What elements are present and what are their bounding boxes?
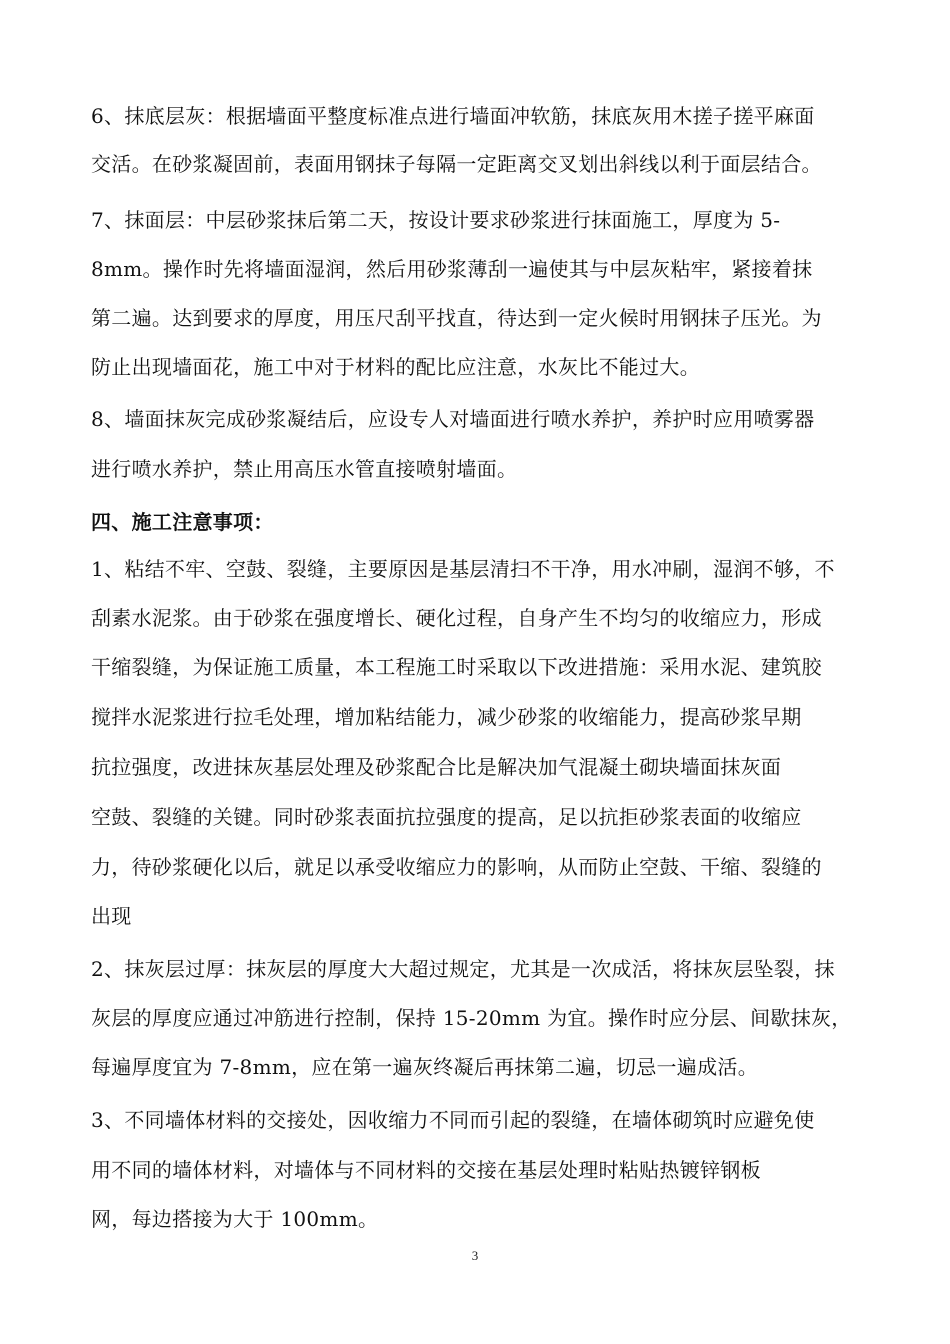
section-heading: 四、施工注意事项： bbox=[91, 510, 274, 534]
paragraph-6-line-1: 6、抹底层灰：根据墙面平整度标准点进行墙面冲软筋，抹底灰用木搓子搓平麻面 bbox=[91, 104, 815, 128]
item-3-line-1: 3、不同墙体材料的交接处，因收缩力不同而引起的裂缝，在墙体砌筑时应避免使 bbox=[91, 1108, 815, 1132]
paragraph-7-line-2: 8mm。操作时先将墙面湿润，然后用砂浆薄刮一遍使其与中层灰粘牢，紧接着抹 bbox=[91, 257, 813, 281]
paragraph-7-line-3: 第二遍。达到要求的厚度，用压尺刮平找直，待达到一定火候时用钢抹子压光。为 bbox=[91, 306, 822, 330]
item-1-line-1: 1、粘结不牢、空鼓、裂缝，主要原因是基层清扫不干净，用水冲刷，湿润不够，不 bbox=[91, 557, 835, 581]
item-1-line-3: 干缩裂缝，为保证施工质量，本工程施工时采取以下改进措施：采用水泥、建筑胶 bbox=[91, 655, 822, 679]
paragraph-7-line-4: 防止出现墙面花，施工中对于材料的配比应注意，水灰比不能过大。 bbox=[91, 355, 700, 379]
item-1-line-6: 空鼓、裂缝的关键。同时砂浆表面抗拉强度的提高，足以抗拒砂浆表面的收缩应 bbox=[91, 805, 802, 829]
paragraph-8-line-2: 进行喷水养护，禁止用高压水管直接喷射墙面。 bbox=[91, 457, 518, 481]
paragraph-7-line-1: 7、抹面层：中层砂浆抹后第二天，按设计要求砂浆进行抹面施工，厚度为 5- bbox=[91, 208, 781, 232]
item-1-line-4: 搅拌水泥浆进行拉毛处理，增加粘结能力，减少砂浆的收缩能力，提高砂浆早期 bbox=[91, 705, 802, 729]
item-2-line-2: 灰层的厚度应通过冲筋进行控制，保持 15-20mm 为宜。操作时应分层、间歇抹灰， bbox=[91, 1006, 852, 1030]
item-2-line-3: 每遍厚度宜为 7-8mm，应在第一遍灰终凝后再抹第二遍，切忌一遍成活。 bbox=[91, 1055, 758, 1079]
item-3-line-3: 网，每边搭接为大于 100mm。 bbox=[91, 1207, 379, 1231]
item-1-line-7: 力，待砂浆硬化以后，就足以承受收缩应力的影响，从而防止空鼓、干缩、裂缝的 bbox=[91, 855, 822, 879]
item-3-line-2: 用不同的墙体材料，对墙体与不同材料的交接在基层处理时粘贴热镀锌钢板 bbox=[91, 1158, 761, 1182]
paragraph-8-line-1: 8、墙面抹灰完成砂浆凝结后，应设专人对墙面进行喷水养护，养护时应用喷雾器 bbox=[91, 407, 815, 431]
item-1-line-8: 出现 bbox=[91, 904, 132, 928]
paragraph-6-line-2: 交活。在砂浆凝固前，表面用钢抹子每隔一定距离交叉划出斜线以利于面层结合。 bbox=[91, 152, 822, 176]
item-1-line-2: 刮素水泥浆。由于砂浆在强度增长、硬化过程，自身产生不均匀的收缩应力，形成 bbox=[91, 606, 822, 630]
item-1-line-5: 抗拉强度，改进抹灰基层处理及砂浆配合比是解决加气混凝土砌块墙面抹灰面 bbox=[91, 755, 782, 779]
page-number: 3 bbox=[471, 1248, 479, 1263]
item-2-line-1: 2、抹灰层过厚：抹灰层的厚度大大超过规定，尤其是一次成活，将抹灰层坠裂，抹 bbox=[91, 957, 835, 981]
